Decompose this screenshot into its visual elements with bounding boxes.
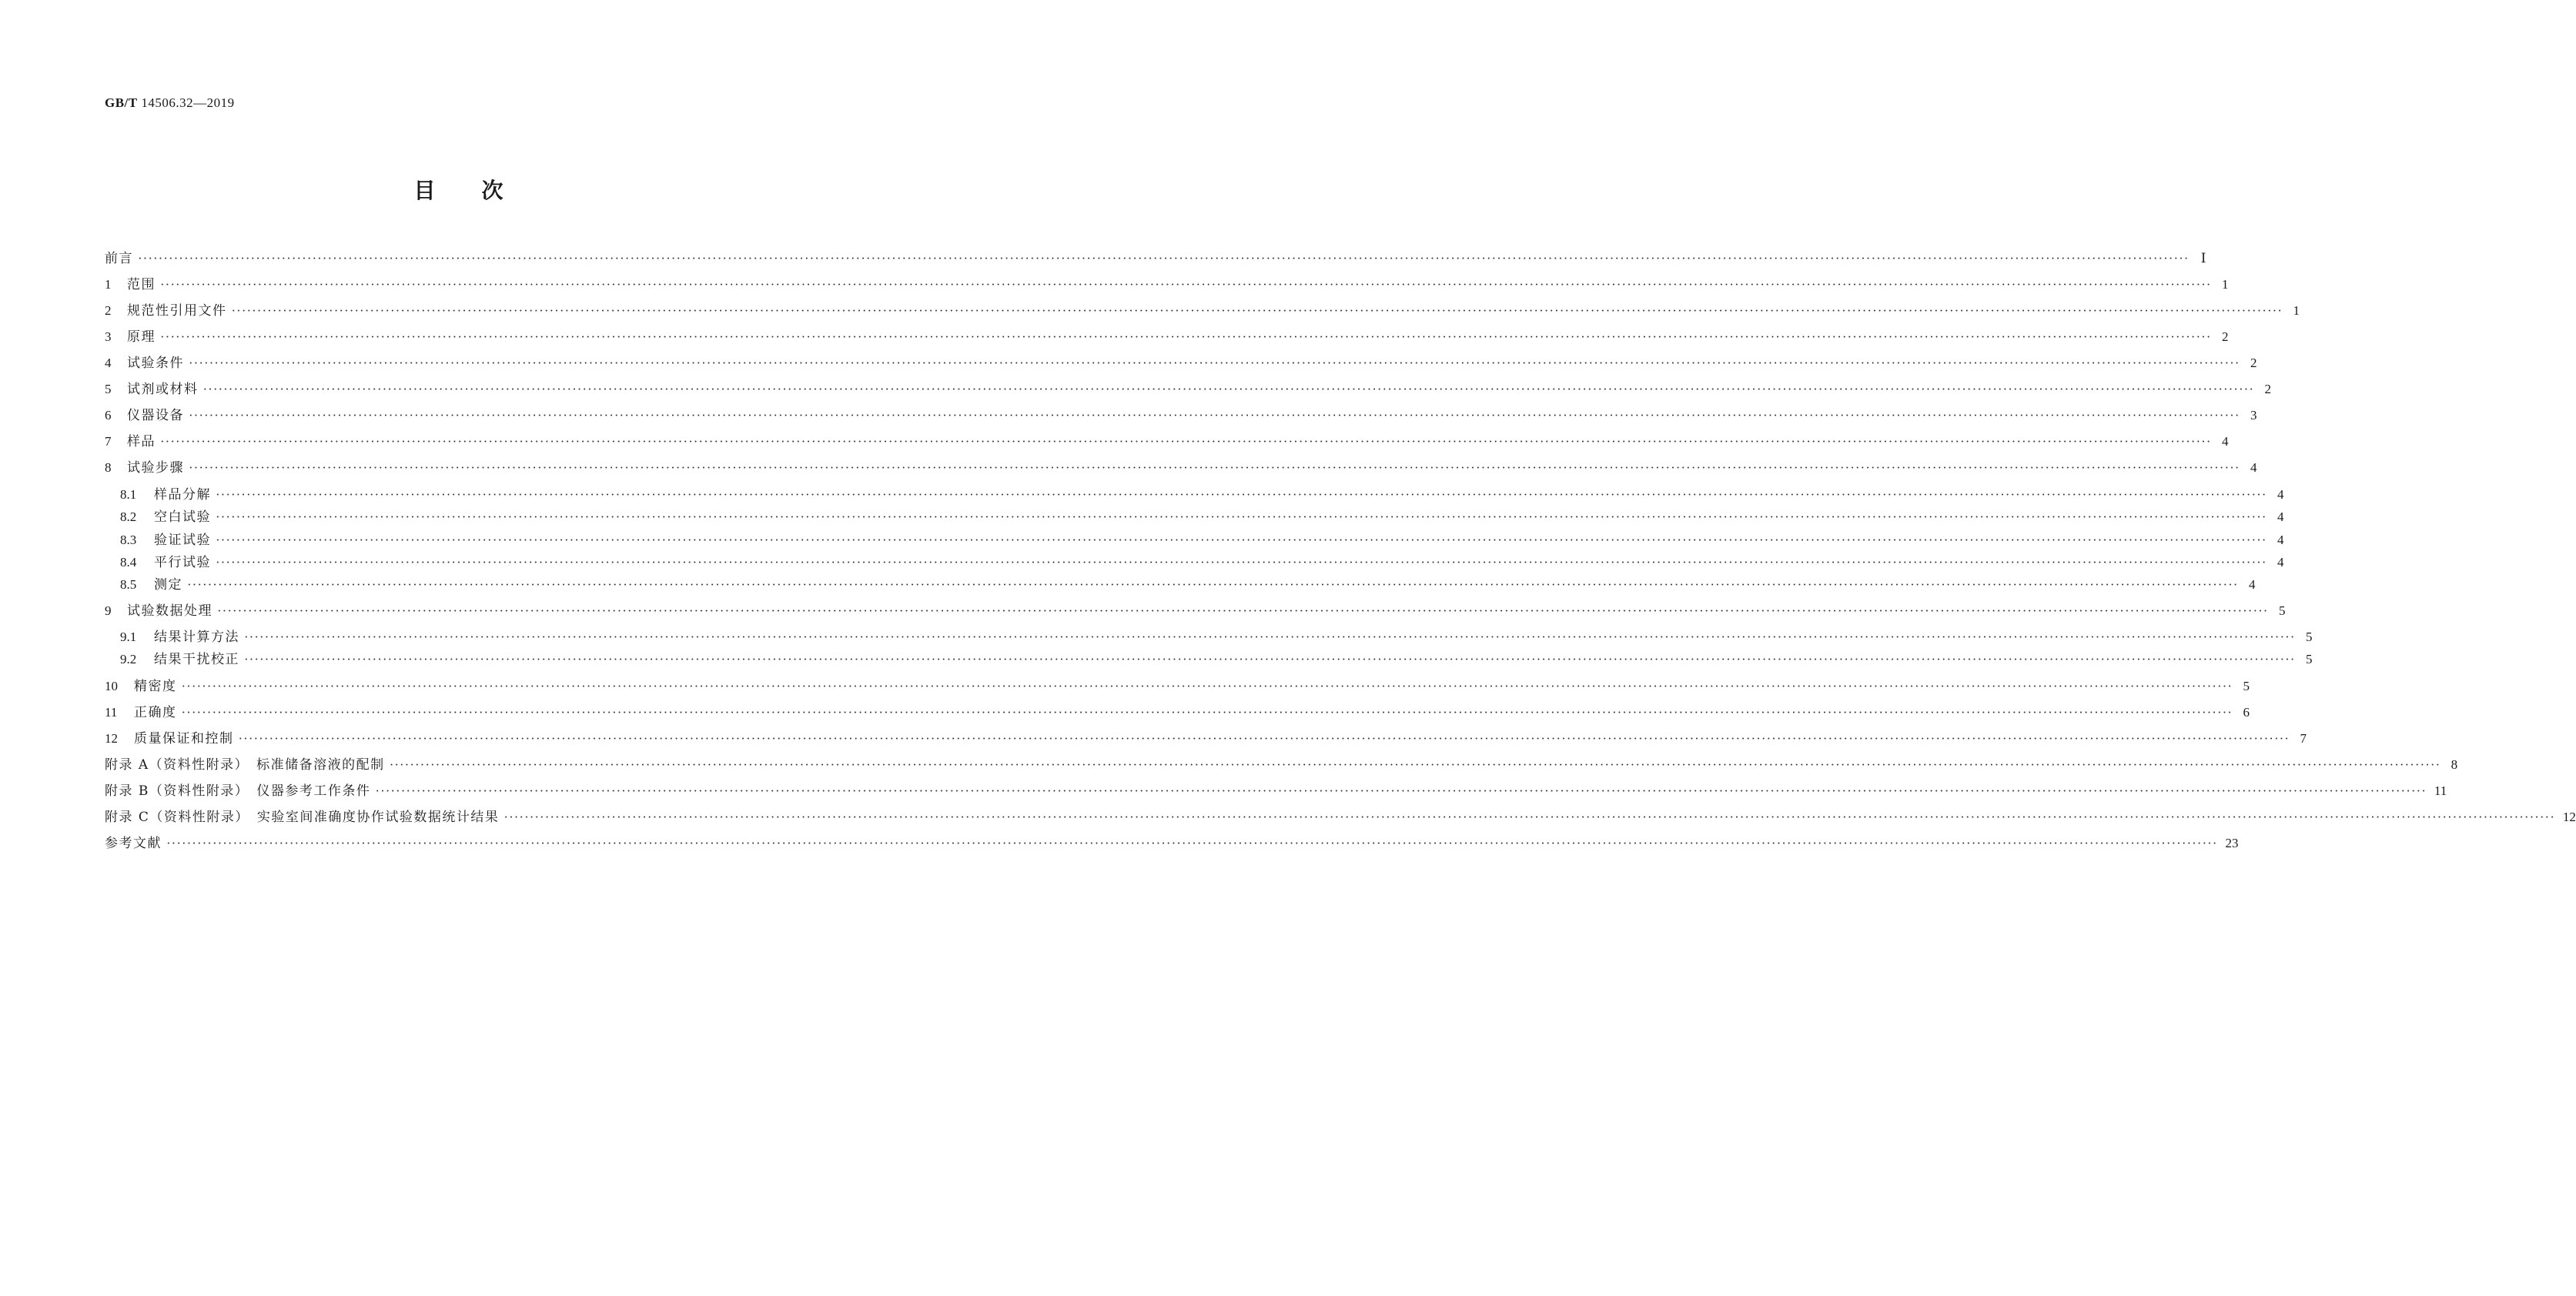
toc-entry-page: 4 — [2250, 460, 2257, 475]
toc-entry[interactable] — [120, 651, 2313, 668]
toc-title: 目次 — [413, 178, 550, 203]
toc-leader-dots: ················································································································································································································································································································································································································ — [189, 356, 2240, 370]
toc-leader-dots: ················································································································································································································································································································································································································ — [216, 487, 2267, 502]
toc-entry-title: 空白试验 — [154, 509, 211, 525]
toc-entry-number: 8.5 — [120, 577, 137, 592]
toc-entry-label — [105, 730, 234, 747]
toc-entry-page: 11 — [2434, 783, 2447, 798]
toc-entry-title: 结果计算方法 — [154, 630, 239, 645]
toc-entry[interactable] — [105, 757, 2458, 773]
toc-leader-dots: ················································································································································································································································································································································································································ — [138, 251, 2190, 266]
toc-entry-number: 8 — [105, 460, 112, 475]
toc-entry-page: 4 — [2277, 487, 2284, 502]
toc-leader-dots: ················································································································································································································································································································································································································ — [503, 810, 2555, 824]
toc-entry[interactable] — [120, 629, 2313, 646]
toc-entry-label — [120, 486, 211, 503]
toc-entry-label — [105, 381, 199, 398]
toc-leader-dots: ················································································································································································································································································································································································································ — [160, 329, 2212, 344]
toc-entry-label — [105, 835, 162, 852]
toc-leader-dots: ················································································································································································································································································································································································································ — [244, 630, 2296, 644]
toc-entry-label — [105, 603, 212, 620]
toc-entry-page: 1 — [2221, 277, 2229, 292]
toc-entry-title: 精密度 — [134, 679, 177, 694]
toc-entry-label — [105, 783, 370, 800]
toc-entry[interactable] — [105, 302, 2300, 319]
toc-leader-dots: ················································································································································································································································································································································································································ — [202, 382, 2254, 396]
toc-leader-dots: ················································································································································································································································································································································································································ — [187, 577, 2239, 592]
toc-entry-title: 试剂或材料 — [127, 382, 199, 397]
toc-leader-dots: ················································································································································································································································································································································································································ — [216, 533, 2267, 547]
toc-entry[interactable] — [105, 381, 2271, 398]
toc-entry-title: 质量保证和控制 — [134, 731, 234, 747]
toc-entry-page: 4 — [2277, 533, 2284, 547]
toc-leader-dots: ················································································································································································································································································································································································································ — [375, 783, 2427, 798]
toc-entry-label — [105, 704, 177, 721]
toc-entry[interactable] — [105, 783, 2447, 800]
toc-entry[interactable] — [120, 486, 2284, 503]
toc-entry-label — [105, 459, 184, 476]
toc-entry-title: 仪器设备 — [127, 408, 184, 423]
toc-entry[interactable] — [105, 250, 2206, 267]
toc-entry[interactable] — [105, 835, 2239, 852]
toc-entry-page: 8 — [2451, 757, 2458, 772]
toc-entry-title: 样品分解 — [154, 487, 211, 503]
toc-leader-dots: ················································································································································································································································································································································································································ — [216, 509, 2267, 524]
toc-entry-page: 5 — [2305, 652, 2313, 666]
toc-entry[interactable] — [120, 576, 2256, 593]
toc-entry-label — [105, 407, 184, 424]
toc-entry-number: 2 — [105, 303, 112, 318]
toc-entry-label — [120, 576, 182, 593]
toc-entry-number: 1 — [105, 277, 112, 292]
toc-entry-number: 3 — [105, 329, 112, 344]
toc-entry-title: 附录 B（资料性附录） 仪器参考工作条件 — [105, 783, 371, 799]
toc-entry[interactable] — [105, 678, 2250, 695]
toc-entry-title: 前言 — [105, 251, 133, 266]
toc-entry[interactable] — [105, 459, 2257, 476]
toc-leader-dots: ················································································································································································································································································································································································································ — [238, 731, 2290, 746]
toc-leader-dots: ················································································································································································································································································································································································································ — [244, 652, 2296, 666]
toc-leader-dots: ················································································································································································································································································································································································································ — [160, 434, 2212, 449]
toc-entry-page: Ⅰ — [2200, 251, 2206, 266]
toc-entry-label — [120, 532, 211, 549]
toc-entry[interactable] — [120, 554, 2284, 571]
toc-entry-page: 2 — [2250, 356, 2257, 370]
toc-entry-number: 8.2 — [120, 509, 137, 524]
toc-leader-dots: ················································································································································································································································································································································································································ — [181, 705, 2233, 720]
toc-entry-page: 1 — [2293, 303, 2300, 318]
toc-entry-page: 23 — [2225, 836, 2239, 850]
toc-entry-label — [120, 651, 239, 668]
toc-entry-label — [105, 329, 156, 346]
toc-entry-page: 4 — [2277, 509, 2284, 524]
toc-entry-page: 2 — [2221, 329, 2229, 344]
toc-entry-number: 12 — [105, 731, 118, 746]
toc-entry-number: 10 — [105, 679, 118, 693]
toc-entry-number: 9 — [105, 603, 112, 618]
toc-leader-dots: ················································································································································································································································································································································································································ — [216, 555, 2267, 570]
toc-entry-page: 4 — [2248, 577, 2256, 592]
toc-entry[interactable] — [105, 809, 2576, 826]
toc-entry-title: 试验条件 — [127, 356, 184, 371]
toc-entry[interactable] — [105, 603, 2286, 620]
standard-number: 14506.32—2019 — [141, 95, 235, 110]
toc-entry-title: 测定 — [154, 577, 182, 593]
toc-leader-dots: ················································································································································································································································································································································································································ — [166, 836, 2218, 850]
toc-entry-title: 附录 A（资料性附录） 标准储备溶液的配制 — [105, 757, 385, 773]
toc-entry-title: 参考文献 — [105, 836, 162, 851]
toc-leader-dots: ················································································································································································································································································································································································································ — [160, 277, 2212, 292]
toc-entry[interactable] — [105, 407, 2257, 424]
toc-entry-title: 平行试验 — [154, 555, 211, 570]
toc-leader-dots: ················································································································································································································································································································································································································ — [389, 757, 2441, 772]
toc-entry-label — [105, 250, 133, 267]
toc-entry-number: 8.4 — [120, 555, 137, 570]
toc-entry-label — [105, 433, 156, 450]
toc-entry-label — [105, 757, 385, 773]
toc-entry[interactable] — [105, 329, 2229, 346]
toc-entry-number: 6 — [105, 408, 112, 423]
toc-entry-page: 7 — [2300, 731, 2307, 746]
toc-entry-page: 2 — [2264, 382, 2271, 396]
toc-entry-title: 规范性引用文件 — [127, 303, 227, 319]
toc-entry-number: 4 — [105, 356, 112, 370]
toc-entry-page: 6 — [2243, 705, 2250, 720]
toc-entry[interactable] — [105, 730, 2307, 747]
toc-entry-title: 附录 C（资料性附录） 实验室间准确度协作试验数据统计结果 — [105, 810, 500, 825]
standard-prefix: GB/T — [105, 95, 138, 110]
toc-entry-page: 5 — [2305, 630, 2313, 644]
toc-entry-title: 样品 — [127, 434, 156, 449]
toc-entry-title: 试验步骤 — [127, 460, 184, 476]
toc-entry[interactable] — [105, 704, 2250, 721]
toc-entry-page: 4 — [2277, 555, 2284, 570]
toc-entry-title: 结果干扰校正 — [154, 652, 239, 667]
toc-entry-number: 9.2 — [120, 652, 137, 666]
toc-leader-dots: ················································································································································································································································································································································································································ — [189, 408, 2240, 423]
toc-leader-dots: ················································································································································································································································································································································································································ — [189, 460, 2240, 475]
toc-leader-dots: ················································································································································································································································································································································································································ — [217, 603, 2269, 618]
toc-entry[interactable] — [120, 532, 2284, 549]
toc-entry-label — [105, 678, 177, 695]
toc-entry-number: 7 — [105, 434, 112, 449]
toc-entry-title: 试验数据处理 — [127, 603, 212, 619]
toc-entry-number: 5 — [105, 382, 112, 396]
toc-entry-title: 范围 — [127, 277, 156, 292]
standard-code — [105, 95, 235, 111]
toc-entry-label — [120, 509, 211, 526]
toc-entry-page: 4 — [2221, 434, 2229, 449]
toc-entry-page: 5 — [2278, 603, 2286, 618]
toc-entry-page: 5 — [2243, 679, 2250, 693]
toc-leader-dots: ················································································································································································································································································································································································································ — [181, 679, 2233, 693]
toc-entry[interactable] — [120, 509, 2284, 526]
toc-entry-number: 8.3 — [120, 533, 137, 547]
toc-entry-label — [105, 302, 227, 319]
toc-entry-number: 11 — [105, 705, 118, 720]
toc-entry-label — [105, 809, 499, 826]
toc-entry-title: 原理 — [127, 329, 156, 345]
toc-entry[interactable] — [105, 276, 2229, 293]
toc-entry-page: 3 — [2250, 408, 2257, 423]
toc-entry-label — [105, 355, 184, 372]
toc-entry-title: 验证试验 — [154, 533, 211, 548]
toc-leader-dots: ················································································································································································································································································································································································································ — [231, 303, 2283, 318]
toc-entry-label — [120, 554, 211, 571]
toc-entry-title: 正确度 — [134, 705, 177, 720]
toc-entry[interactable] — [105, 355, 2257, 372]
toc-entry[interactable] — [105, 433, 2229, 450]
toc-entry-label — [120, 629, 239, 646]
toc-entry-number: 8.1 — [120, 487, 137, 502]
toc-entry-number: 9.1 — [120, 630, 137, 644]
toc-entry-page: 12 — [2562, 810, 2576, 824]
toc-entry-label — [105, 276, 156, 293]
